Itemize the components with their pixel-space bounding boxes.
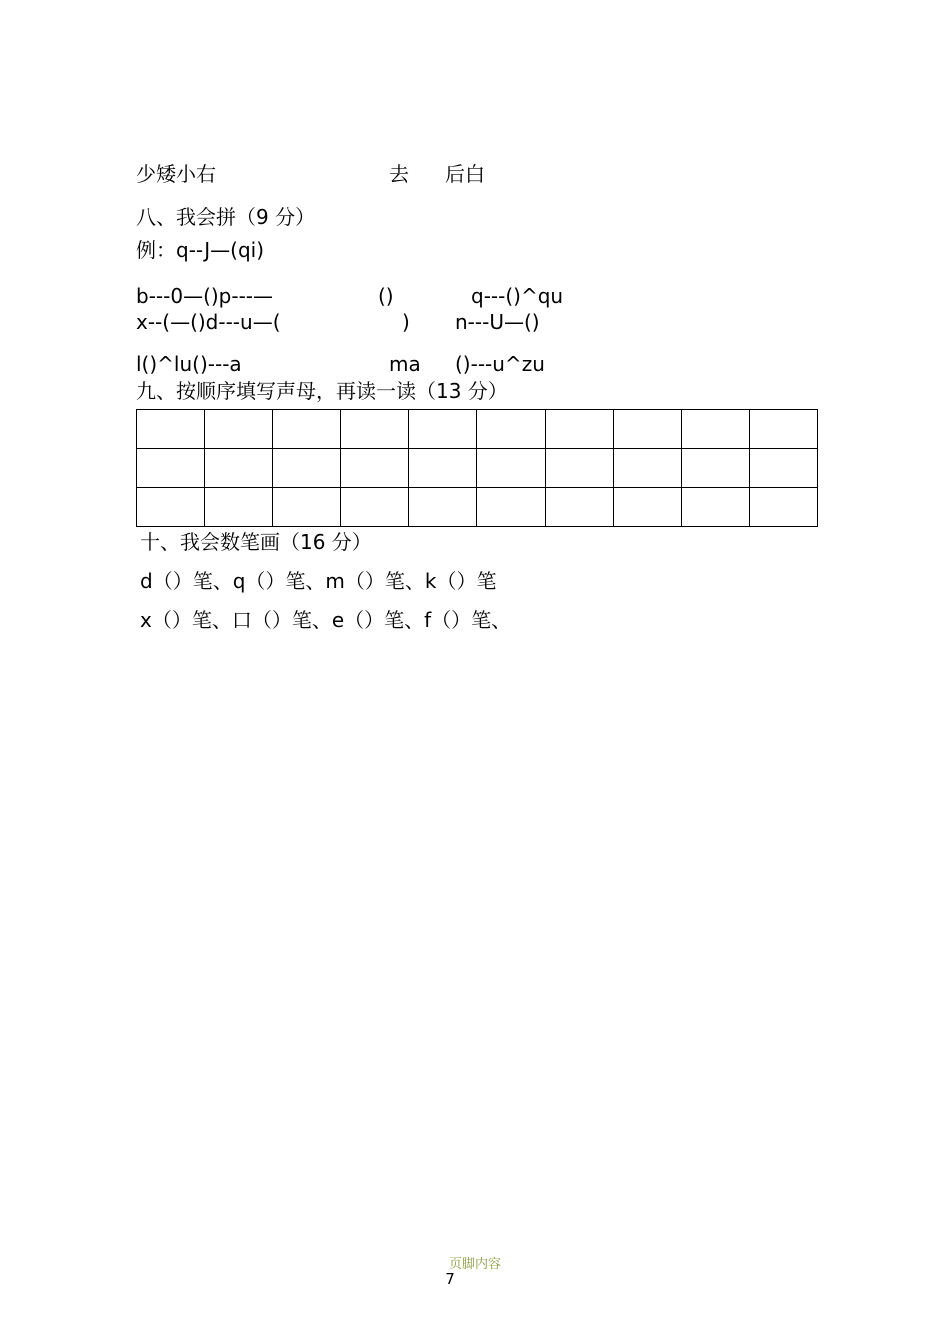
grid-cell[interactable] bbox=[409, 449, 477, 488]
word-row-part1: 少矮小右 bbox=[136, 162, 216, 186]
grid-cell[interactable] bbox=[749, 410, 817, 449]
word-row-part2: 去 bbox=[389, 162, 409, 186]
section-10-heading: 十、我会数笔画（16 分） bbox=[140, 530, 372, 554]
grid-cell[interactable] bbox=[613, 449, 681, 488]
grid-cell[interactable] bbox=[137, 410, 205, 449]
pinyin-row3-a: l()^lu()---a bbox=[136, 352, 242, 376]
grid-cell[interactable] bbox=[341, 449, 409, 488]
grid-cell[interactable] bbox=[681, 488, 749, 527]
grid-cell[interactable] bbox=[545, 410, 613, 449]
word-row-part3: 后白 bbox=[445, 162, 485, 186]
grid-cell[interactable] bbox=[545, 449, 613, 488]
grid-cell[interactable] bbox=[137, 488, 205, 527]
section-8-heading: 八、我会拼（9 分） bbox=[136, 205, 316, 229]
stroke-count-line1: d（）笔、q（）笔、m（）笔、k（）笔 bbox=[140, 569, 497, 593]
footer-label: 页脚内容 bbox=[448, 1257, 501, 1272]
grid-cell[interactable] bbox=[477, 488, 545, 527]
section-8-example: 例：q--J—(qi) bbox=[136, 238, 264, 262]
grid-cell[interactable] bbox=[409, 488, 477, 527]
pinyin-row3-c: ()---u^zu bbox=[455, 352, 545, 376]
pinyin-row1-a: b---0—()p---— bbox=[136, 284, 274, 308]
grid-cell[interactable] bbox=[749, 449, 817, 488]
grid-row bbox=[137, 410, 818, 449]
grid-cell[interactable] bbox=[409, 410, 477, 449]
pinyin-row1-c: q---()^qu bbox=[471, 284, 564, 308]
grid-cell[interactable] bbox=[613, 410, 681, 449]
grid-cell[interactable] bbox=[681, 410, 749, 449]
grid-cell[interactable] bbox=[749, 488, 817, 527]
pinyin-row2-c: n---U—() bbox=[455, 310, 540, 334]
pinyin-row2-a: x--(—()d---u—( bbox=[136, 310, 281, 334]
grid-cell[interactable] bbox=[477, 410, 545, 449]
grid-cell[interactable] bbox=[341, 488, 409, 527]
stroke-count-line2: x（）笔、口（）笔、e（）笔、f（）笔、 bbox=[140, 608, 512, 632]
pinyin-row1-b: () bbox=[378, 284, 394, 308]
grid-cell[interactable] bbox=[205, 488, 273, 527]
grid-cell[interactable] bbox=[613, 488, 681, 527]
grid-cell[interactable] bbox=[341, 410, 409, 449]
section-9-heading: 九、按顺序填写声母，再读一读（13 分） bbox=[136, 379, 508, 403]
grid-cell[interactable] bbox=[205, 449, 273, 488]
grid-cell[interactable] bbox=[681, 449, 749, 488]
grid-cell[interactable] bbox=[273, 488, 341, 527]
grid-cell[interactable] bbox=[273, 410, 341, 449]
pinyin-row2-b: ) bbox=[402, 310, 410, 334]
page-number: 7 bbox=[445, 1270, 455, 1288]
pinyin-row3-b: ma bbox=[389, 352, 421, 376]
grid-cell[interactable] bbox=[205, 410, 273, 449]
grid-cell[interactable] bbox=[137, 449, 205, 488]
initials-grid bbox=[136, 409, 818, 527]
grid-cell[interactable] bbox=[477, 449, 545, 488]
grid-cell[interactable] bbox=[545, 488, 613, 527]
grid-row bbox=[137, 449, 818, 488]
grid-row bbox=[137, 488, 818, 527]
grid-cell[interactable] bbox=[273, 449, 341, 488]
